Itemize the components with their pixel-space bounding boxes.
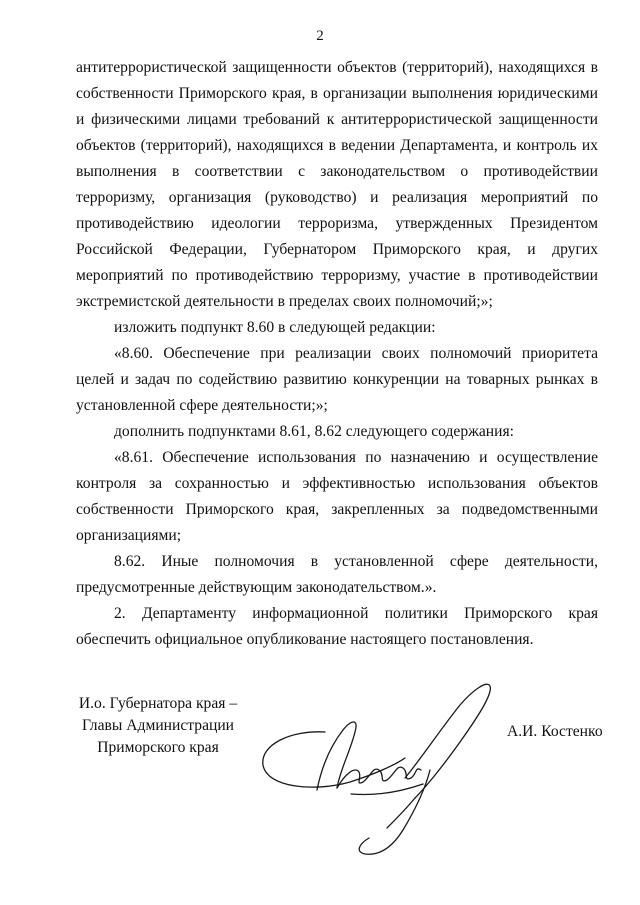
signatory-position-line: Главы Администрации (81, 717, 235, 734)
signatory-position-line: Приморского края (97, 739, 219, 756)
paragraph: изложить подпункт 8.60 в следующей редакции: (114, 319, 436, 336)
paragraph: «8.60. Обеспечение при реализации своих полномочий приоритета целей и задач по содействию развитию конкуренции на товарных рынках в установленной сфере деятельности;»; (76, 345, 598, 414)
page-number: 2 (316, 28, 324, 44)
paragraph: 2. Департаменту информационной политики Приморского края обеспечить официальное опубликование настоящего постановления. (76, 605, 598, 648)
paragraph: «8.61. Обеспечение использования по назначению и осуществление контроля за сохранностью и эффективностью использования объектов собственности Приморского края, закрепленных за подведомственными организациями; (76, 449, 598, 544)
paragraph: дополнить подпунктами 8.61, 8.62 следующего содержания: (114, 423, 515, 440)
handwritten-signature (255, 670, 505, 860)
signatory-position-line: И.о. Губернатора края – (78, 695, 238, 712)
document-body (76, 55, 598, 653)
paragraph: 8.62. Иные полномочия в установленной сфере деятельности, предусмотренные действующим законодательством.». (76, 553, 598, 596)
signatory-position (78, 693, 238, 759)
paragraph: антитеррористической защищенности объектов (территорий), находящихся в собственности Приморского края, в организации выполнения юридическими и физическими лицами требований к антитеррористической защищенности объектов (территорий), находящихся в ведении Департамента, и контроль их выполнения в соответствии с законодательством о противодействии терроризму, организация (руководство) и реализация мероприятий по противодействию идеологии терроризма, утвержденных Президентом Российской Федерации, Губернатором Приморского края, и других мероприятий по противодействию терроризму, участие в противодействии экстремистской деятельности в пределах своих полномочий;»; (76, 59, 598, 310)
signatory-name: А.И. Костенко (507, 723, 603, 740)
